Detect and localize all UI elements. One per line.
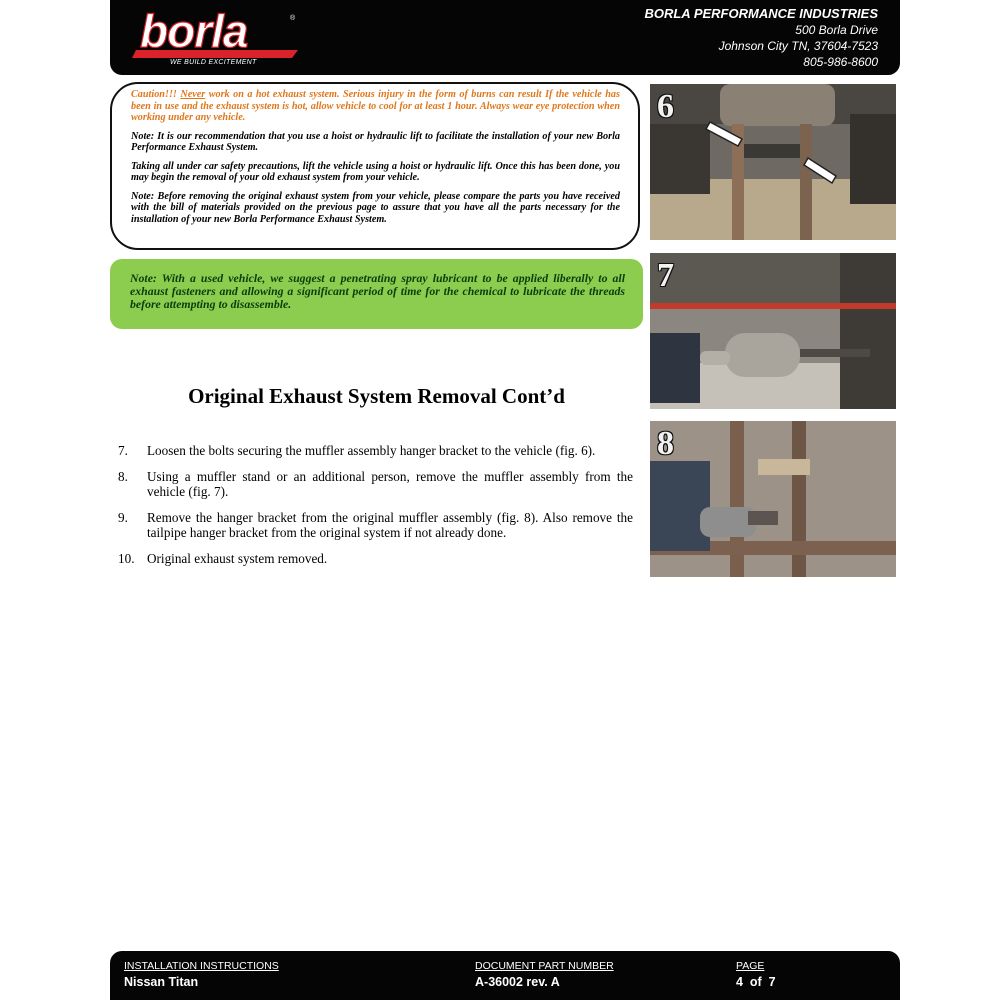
doc-number: A-36002 rev. A [475,975,560,989]
lubricant-note: Note: With a used vehicle, we suggest a penetrating spray lubricant to be applied liberally to all exhaust fasteners and allowing a significant period of time for the chemical to lubricate the threads before attempting to disassemble. [130,271,625,311]
caution-never: Never [180,89,206,100]
section-title: Original Exhaust System Removal Cont’d [188,384,565,408]
footer-document [475,960,614,991]
caution-text [131,89,620,124]
list-item [118,443,633,459]
parts-check-note: Note: Before removing the original exhaust system from your vehicle, please compare the parts you have received with the bill of materials provided on the previous page to assure that you have all the parts necessary for the installation of your new Borla Performance Exhaust System. [131,190,620,225]
footer-page [736,960,776,991]
vehicle-name: Nissan Titan [124,975,199,989]
company-address-line2: Johnson City TN, 37604-7523 [718,39,878,53]
footer-instructions [124,960,279,991]
step-text: Using a muffler stand or an additional person, remove the muffler assembly from the vehicle (fig. 7). [147,468,633,499]
svg-text:borla: borla [140,6,248,57]
page-header [110,0,900,75]
hoist-note: Note: It is our recommendation that you use a hoist or hydraulic lift to facilitate the installation of your new Borla Performance Exhaust System. [131,130,620,153]
step-number: 7. [118,443,128,458]
figure-6-photo [650,84,896,240]
step-text: Loosen the bolts securing the muffler assembly hanger bracket to the vehicle (fig. 6). [147,443,596,458]
figure-label: 8 [657,425,674,462]
caution-prefix: Caution!!! [131,89,181,100]
steps-list [118,443,633,576]
instructions-label: INSTALLATION INSTRUCTIONS [124,960,279,972]
step-text: Original exhaust system removed. [147,550,328,566]
lift-instructions: Taking all under car safety precautions, lift the vehicle using a hoist or hydraulic lift. Once this has been done, you may begin the removal of your old exhaust system from your vehicle. [131,160,620,183]
list-item [118,551,633,567]
step-number: 10. [118,550,135,566]
list-item [118,510,633,541]
company-phone: 805-986-8600 [803,55,878,69]
step-text: Remove the hanger bracket from the original muffler assembly (fig. 8). Also remove the tailpipe hanger bracket from the original system if not already done. [147,509,633,540]
step-number: 8. [118,468,128,484]
figure-7-photo [650,253,896,409]
company-address-line1: 500 Borla Drive [795,23,878,37]
figure-8-photo [650,421,896,577]
figure-label: 6 [657,88,674,125]
company-info [644,6,878,70]
caution-box [110,82,640,250]
svg-text:®: ® [290,15,296,22]
list-item [118,469,633,500]
lubricant-note-box [110,259,643,329]
page-label: PAGE [736,960,765,972]
step-number: 9. [118,509,128,525]
caution-rest: work on a hot exhaust system. Serious injury in the form of burns can result If the vehicle has been in use and the exhaust system is hot, allow vehicle to cool for at least 1 hour. Always wear eye protection when working under any vehicle. [131,89,620,123]
figure-label: 7 [657,257,674,294]
company-name: BORLA PERFORMANCE INDUSTRIES [644,6,878,21]
page-number: 4 of 7 [736,975,776,989]
page-footer [110,951,900,1000]
doc-number-label: DOCUMENT PART NUMBER [475,960,614,972]
logo-tagline: WE BUILD EXCITEMENT [170,59,257,66]
